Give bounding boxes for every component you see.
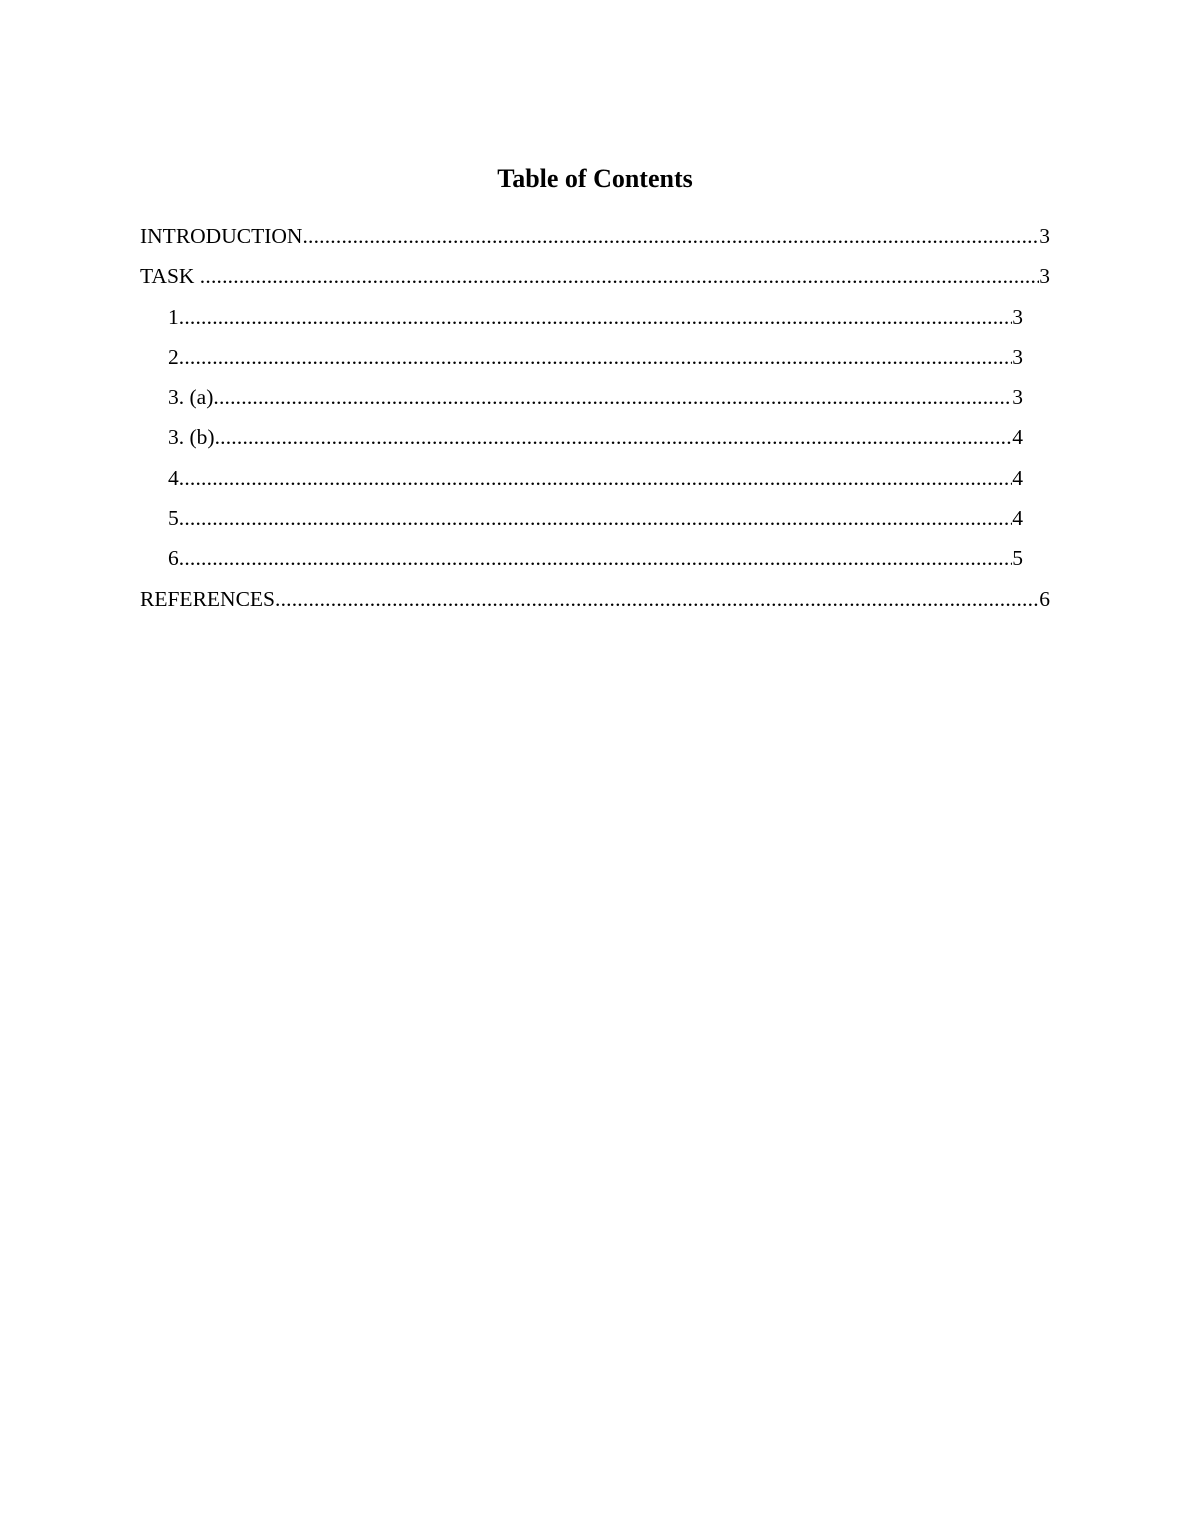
toc-dot-leader [179,500,1013,536]
toc-dot-leader [179,299,1013,335]
toc-entry-page: 5 [1012,546,1023,571]
toc-entry-page: 6 [1039,586,1050,611]
toc-entry-task-4[interactable] [140,460,1023,500]
toc-dot-leader [200,258,1039,294]
toc-entry-page: 4 [1012,506,1023,531]
toc-dot-leader [275,581,1039,617]
toc-entry-page: 3 [1039,264,1050,289]
toc-dot-leader [179,339,1013,375]
toc-entry-task-3b[interactable] [140,419,1023,459]
toc-entry-label: INTRODUCTION [140,224,303,248]
toc-entry-task-1[interactable] [140,299,1023,339]
toc-entry-label: TASK [140,264,200,289]
toc-dot-leader [179,540,1013,576]
toc-dot-leader [302,218,1039,254]
toc-entry-page: 3 [1039,224,1050,248]
toc-entry-label: 1 [168,304,179,329]
toc-entry-task-3a[interactable] [140,379,1023,419]
toc-entry-task[interactable] [140,258,1050,298]
toc-entry-page: 4 [1012,425,1023,450]
toc-entry-page: 4 [1012,465,1023,490]
toc-entry-label: 6 [168,546,179,571]
toc-entry-label: 2 [168,344,179,369]
toc-entry-references[interactable] [140,581,1050,621]
toc-entry-introduction[interactable] [140,218,1050,258]
toc-entry-label: 4 [168,465,179,490]
toc-entry-page: 3 [1012,344,1023,369]
toc-title: Table of Contents [497,164,693,193]
toc-entry-page: 3 [1012,385,1023,410]
toc-entry-task-6[interactable] [140,540,1023,580]
toc-dot-leader [215,419,1013,455]
toc-entry-label: 3. (b) [168,425,215,450]
toc-entry-task-5[interactable] [140,500,1023,540]
toc-dot-leader [179,460,1013,496]
toc-entry-page: 3 [1012,304,1023,329]
toc-list [140,218,1050,621]
toc-entry-task-2[interactable] [140,339,1023,379]
toc-entry-label: 5 [168,506,179,531]
toc-entry-label: 3. (a) [168,385,214,410]
toc-dot-leader [213,379,1012,415]
toc-entry-label: REFERENCES [140,586,275,611]
